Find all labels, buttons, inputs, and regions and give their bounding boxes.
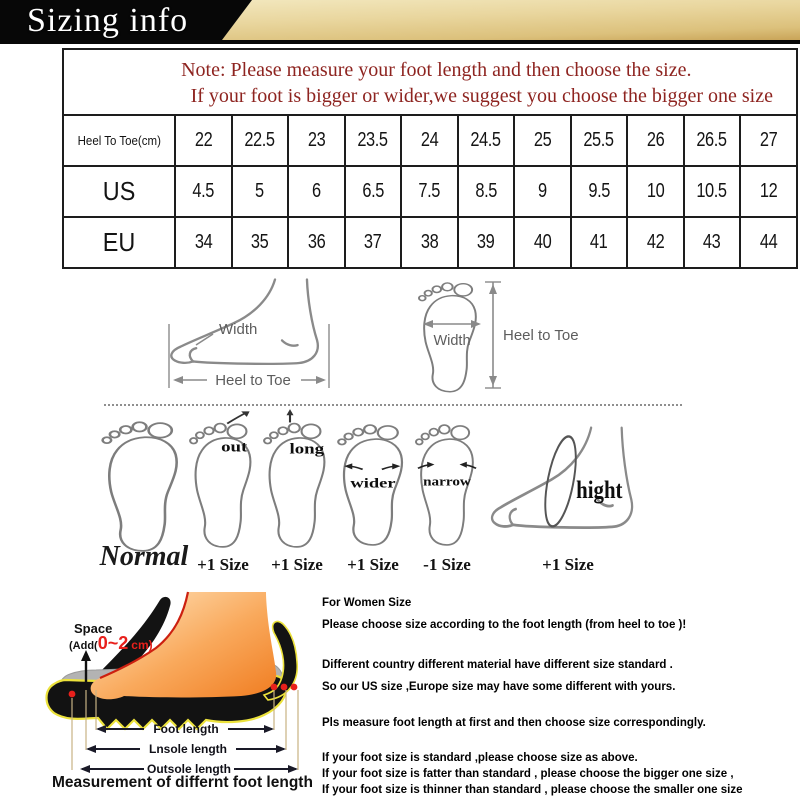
out-label: out bbox=[221, 438, 248, 455]
spacer bbox=[322, 636, 794, 654]
variant-wider bbox=[336, 410, 410, 546]
info-line: For Women Size bbox=[322, 597, 412, 609]
cell: 10.5 bbox=[696, 180, 727, 202]
variant-long bbox=[262, 408, 332, 548]
row-header-eu: EU bbox=[102, 227, 136, 257]
info-line: Please choose size according to the foot length (from heel to toe )! bbox=[322, 619, 687, 631]
info-line: Pls measure foot length at first and then choose size correspondingly. bbox=[322, 717, 706, 729]
cell: 35 bbox=[251, 231, 269, 253]
cell: 39 bbox=[477, 231, 495, 253]
info-line: If your foot size is fatter than standard , please choose the bigger one size , bbox=[322, 768, 734, 780]
cell: 34 bbox=[194, 231, 212, 253]
cell: 10 bbox=[646, 180, 664, 202]
arrowhead bbox=[264, 725, 274, 733]
cell: 27 bbox=[759, 129, 777, 151]
cell: 23.5 bbox=[357, 129, 388, 151]
arrowhead bbox=[86, 745, 96, 753]
note-line-1: Note: Please measure your foot length and then choose the size. bbox=[181, 59, 692, 81]
cell: 24 bbox=[420, 129, 438, 151]
shoe-measurement-diagram bbox=[36, 590, 324, 778]
cell: 37 bbox=[364, 231, 382, 253]
arrowhead bbox=[316, 376, 326, 384]
add-range: 0~2 bbox=[97, 633, 129, 653]
cell: 41 bbox=[590, 231, 608, 253]
arrowhead bbox=[489, 284, 497, 294]
cell: 8.5 bbox=[474, 180, 497, 202]
variant-normal bbox=[100, 406, 186, 552]
top-heel-to-toe-label: Heel to Toe bbox=[503, 327, 579, 344]
cell: 43 bbox=[703, 231, 721, 253]
caption-narrow: -1 Size bbox=[423, 555, 471, 574]
row-header-us: US bbox=[102, 176, 136, 206]
arrowhead bbox=[276, 745, 286, 753]
cell: 25.5 bbox=[583, 129, 614, 151]
caption-normal: Normal bbox=[99, 541, 189, 572]
cell: 22.5 bbox=[244, 129, 275, 151]
add-unit: cm) bbox=[131, 638, 153, 652]
title-bar bbox=[0, 0, 800, 44]
caption-wider: +1 Size bbox=[347, 555, 399, 574]
cell: 6 bbox=[311, 180, 321, 202]
add-open: (Add( bbox=[69, 640, 98, 652]
caption-long: +1 Size bbox=[271, 555, 323, 574]
note-line-2: If your foot is bigger or wider,we suggest you choose the bigger one size bbox=[190, 85, 773, 107]
info-line: Different country different material have different size standard . bbox=[322, 659, 673, 671]
cell: 9.5 bbox=[587, 180, 610, 202]
cell: 26.5 bbox=[696, 129, 727, 151]
cell: 7.5 bbox=[418, 180, 441, 202]
table-row-heel-to-toe bbox=[63, 115, 797, 166]
cell: 22 bbox=[194, 129, 212, 151]
arrowhead bbox=[288, 765, 298, 773]
cell: 23 bbox=[307, 129, 325, 151]
cell: 40 bbox=[533, 231, 551, 253]
variant-out bbox=[188, 408, 258, 548]
marker-dot bbox=[281, 684, 288, 691]
side-width-label: Width bbox=[219, 321, 258, 338]
space-label: Space bbox=[74, 621, 113, 636]
cell: 6.5 bbox=[361, 180, 384, 202]
measuring-diagram bbox=[95, 268, 595, 402]
baseline-dotted-line bbox=[104, 404, 682, 406]
table-row-eu bbox=[63, 217, 797, 268]
size-table bbox=[62, 48, 798, 269]
shoe-diagram-caption: Measurement of differnt foot length bbox=[52, 774, 313, 791]
info-line: If your foot size is standard ,please choose size as above. bbox=[322, 752, 638, 764]
size-advice-text bbox=[322, 592, 794, 798]
cell: 12 bbox=[759, 180, 777, 202]
spacer bbox=[322, 734, 794, 750]
foot-length-label: Foot length bbox=[153, 722, 219, 736]
arrowhead bbox=[287, 409, 294, 415]
row-header-heel-to-toe: Heel To Toe(cm) bbox=[77, 133, 161, 148]
caption-out: +1 Size bbox=[197, 555, 249, 574]
cell: 4.5 bbox=[192, 180, 215, 202]
cell: 44 bbox=[759, 231, 777, 253]
wider-label: wider bbox=[350, 476, 396, 492]
note-row bbox=[63, 49, 797, 115]
top-width-label: Width bbox=[433, 333, 471, 349]
marker-dot bbox=[69, 691, 76, 698]
cell: 26 bbox=[646, 129, 664, 151]
long-label: long bbox=[289, 440, 325, 458]
arrowhead bbox=[489, 376, 497, 386]
page-title: Sizing info bbox=[27, 2, 189, 39]
arrowhead bbox=[173, 376, 183, 384]
caption-hight: +1 Size bbox=[542, 555, 594, 574]
spacer bbox=[322, 698, 794, 712]
arrowhead bbox=[80, 765, 90, 773]
variant-hight bbox=[486, 426, 650, 546]
cell: 42 bbox=[646, 231, 664, 253]
cell: 24.5 bbox=[470, 129, 501, 151]
variant-narrow bbox=[414, 410, 480, 546]
out-arrow bbox=[227, 412, 247, 423]
insole-length-label: Lnsole length bbox=[149, 742, 227, 756]
info-line: If your foot size is thinner than standard , please choose the smaller one size bbox=[322, 784, 743, 796]
cell: 38 bbox=[420, 231, 438, 253]
cell: 25 bbox=[533, 129, 551, 151]
marker-dot bbox=[271, 684, 278, 691]
info-line: So our US size ,Europe size may have some different with yours. bbox=[322, 681, 676, 693]
gold-ribbon bbox=[222, 0, 800, 40]
table-row-us bbox=[63, 166, 797, 217]
hight-label: hight bbox=[576, 475, 623, 505]
cell: 9 bbox=[537, 180, 547, 202]
cell: 36 bbox=[307, 231, 325, 253]
side-heel-to-toe-label: Heel to Toe bbox=[215, 372, 291, 389]
marker-dot bbox=[291, 684, 298, 691]
outsole-length-label: Outsole length bbox=[147, 762, 231, 776]
arrowhead bbox=[96, 725, 106, 733]
narrow-label: narrow bbox=[423, 474, 471, 489]
cell: 5 bbox=[255, 180, 265, 202]
